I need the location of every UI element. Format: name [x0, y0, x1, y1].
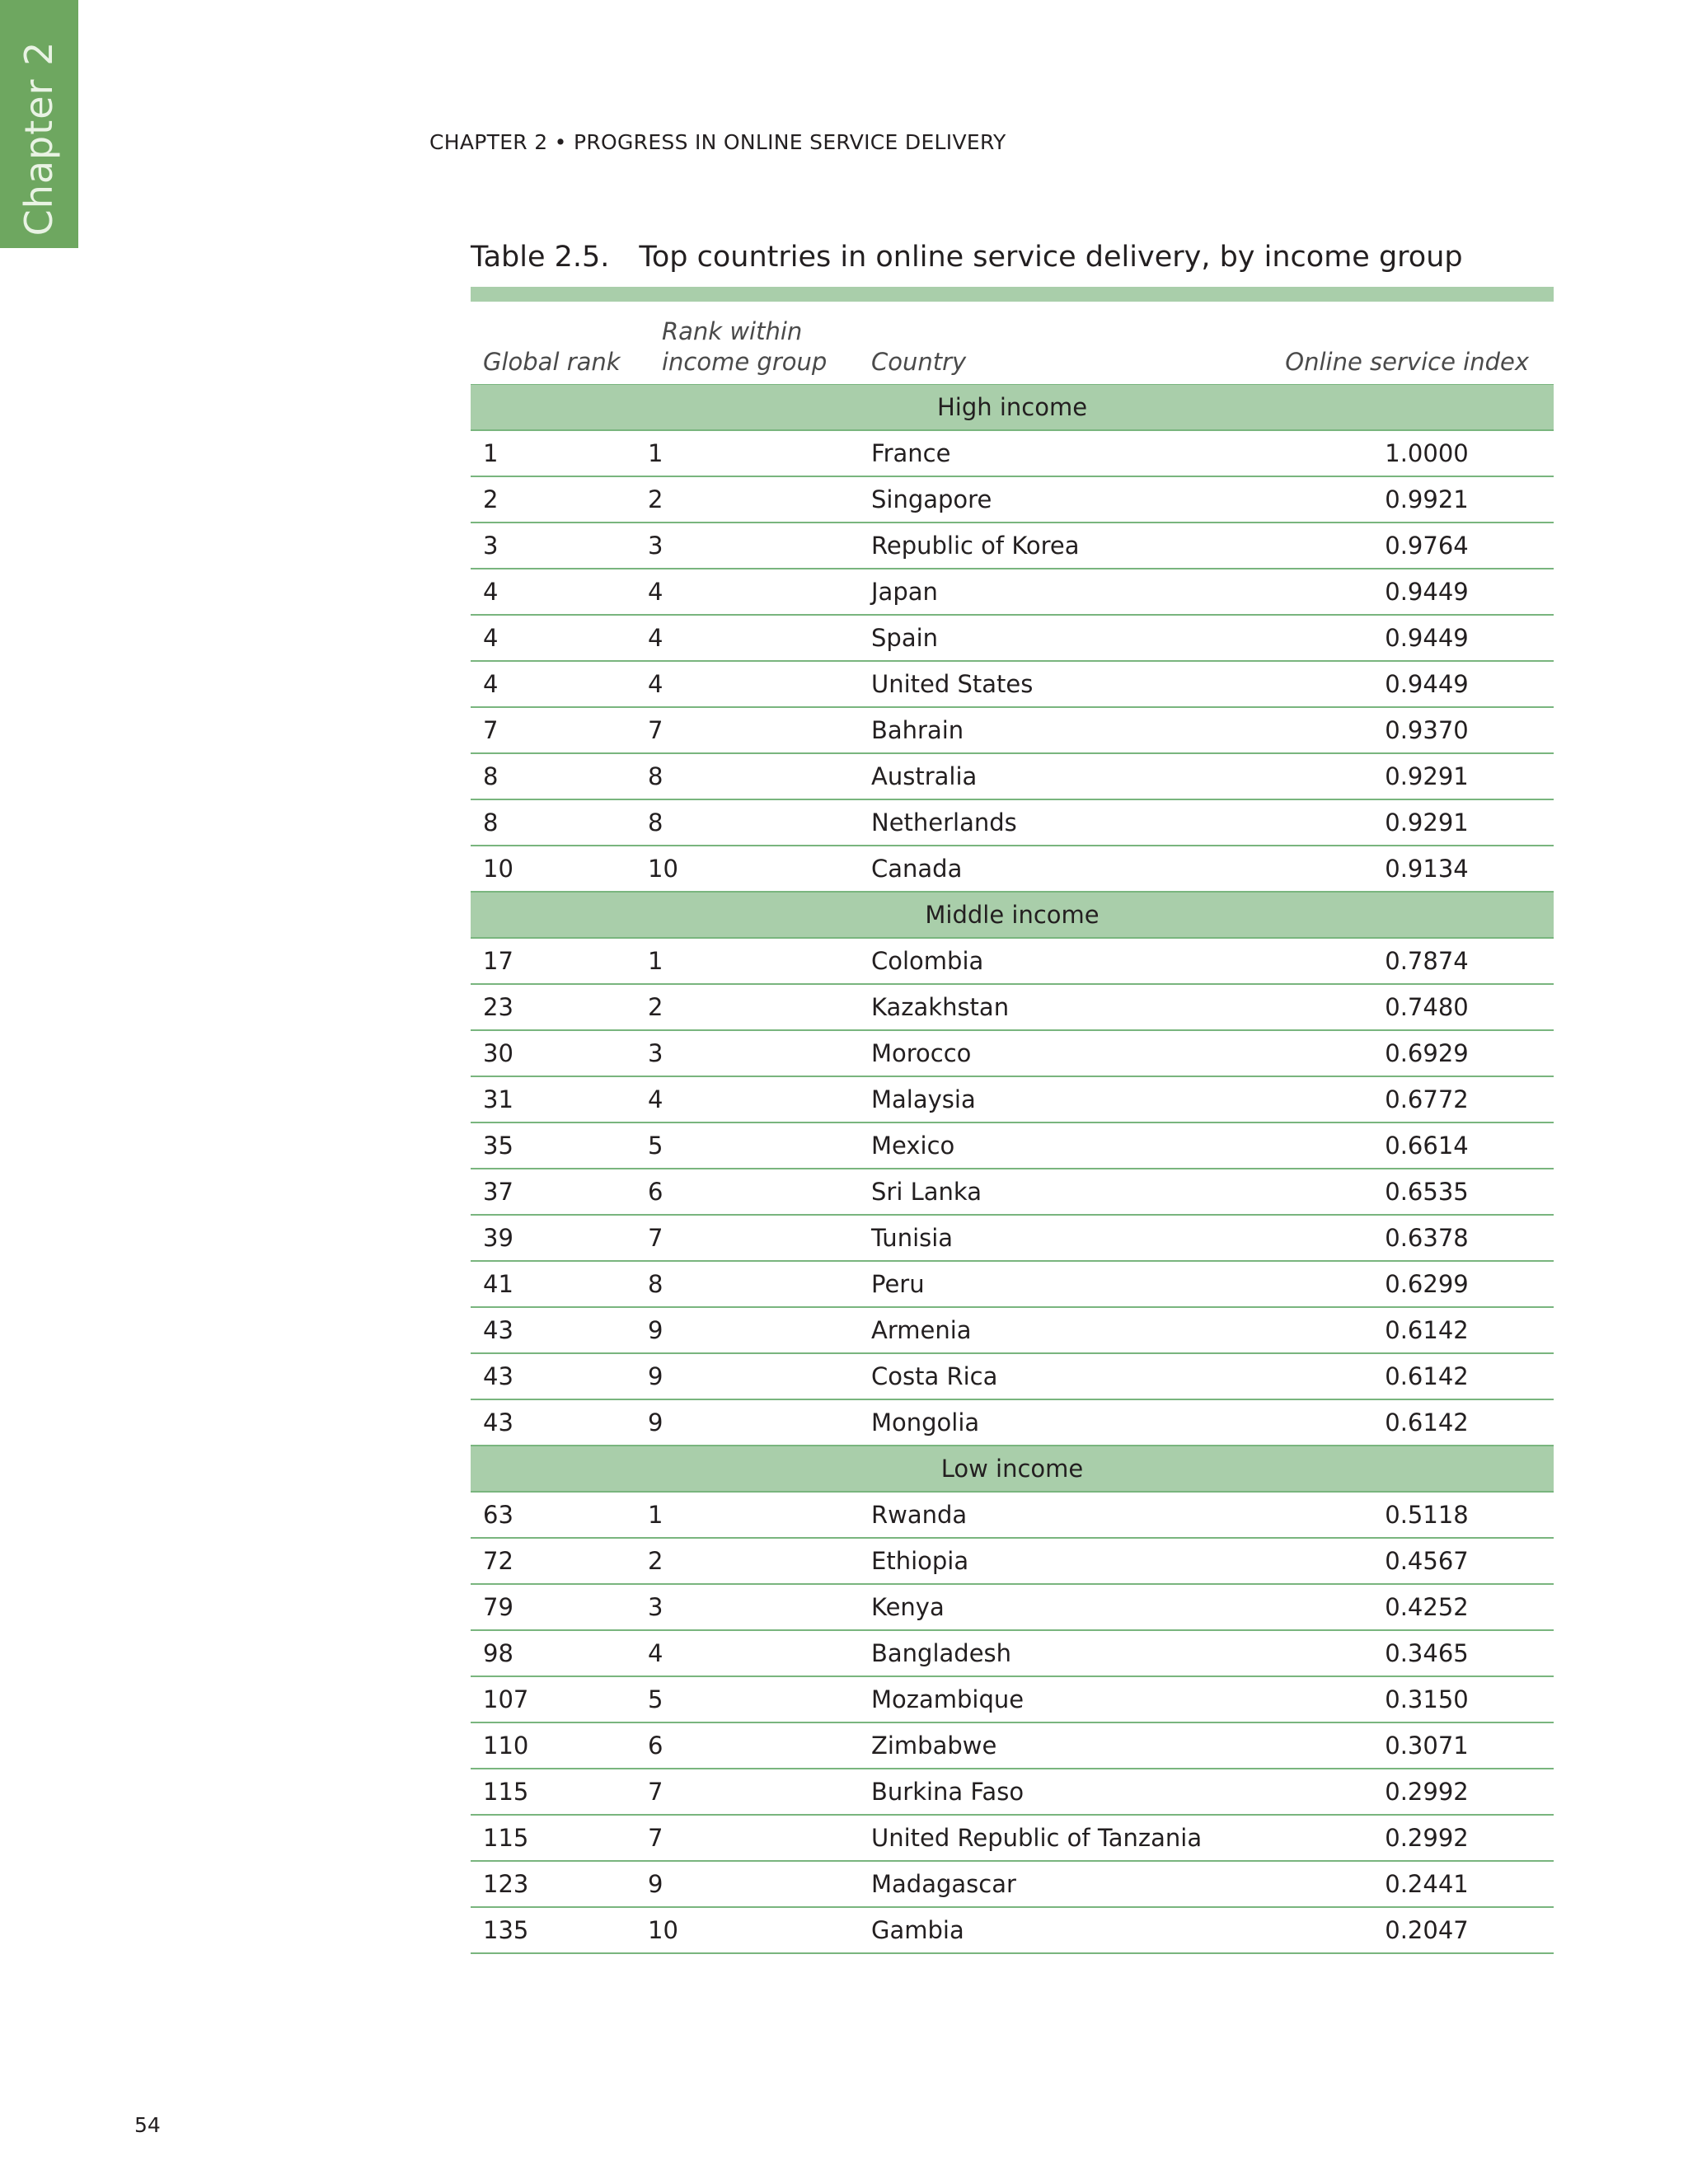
table-row: [471, 1169, 1554, 1216]
global-rank-cell: 110: [483, 1732, 529, 1760]
income-rank-cell: 9: [648, 1362, 663, 1390]
income-rank-cell: 3: [648, 532, 663, 560]
table-row: [471, 1816, 1554, 1862]
header-global-rank: Global rank: [483, 348, 621, 376]
country-cell: Costa Rica: [871, 1362, 998, 1390]
table-title: [471, 241, 1463, 274]
country-cell: Madagascar: [871, 1870, 1016, 1898]
country-cell: Gambia: [871, 1916, 964, 1944]
online-index-cell: 0.6535: [1385, 1178, 1469, 1206]
table-body: [471, 385, 1554, 1954]
global-rank-cell: 35: [483, 1132, 513, 1160]
global-rank-cell: 3: [483, 532, 499, 560]
income-rank-cell: 6: [648, 1732, 663, 1760]
global-rank-cell: 30: [483, 1039, 513, 1067]
income-rank-cell: 6: [648, 1178, 663, 1206]
country-cell: Colombia: [871, 947, 984, 975]
global-rank-cell: 115: [483, 1778, 529, 1806]
income-rank-cell: 1: [648, 439, 663, 467]
income-rank-cell: 10: [648, 855, 678, 883]
table-row: [471, 1216, 1554, 1262]
table-row: [471, 569, 1554, 616]
table-row: [471, 754, 1554, 800]
online-index-cell: 0.2441: [1385, 1870, 1469, 1898]
table-row: [471, 1493, 1554, 1539]
global-rank-cell: 107: [483, 1685, 529, 1713]
online-index-cell: 0.6772: [1385, 1085, 1469, 1113]
country-cell: Japan: [871, 578, 938, 606]
global-rank-cell: 79: [483, 1593, 513, 1621]
income-rank-cell: 3: [648, 1039, 663, 1067]
income-rank-cell: 8: [648, 762, 663, 790]
country-cell: Ethiopia: [871, 1547, 969, 1575]
global-rank-cell: 8: [483, 808, 499, 837]
country-cell: United States: [871, 670, 1034, 698]
country-cell: Republic of Korea: [871, 532, 1080, 560]
income-rank-cell: 4: [648, 1639, 663, 1667]
online-index-cell: 0.6299: [1385, 1270, 1469, 1298]
table-row: [471, 616, 1554, 662]
country-cell: Burkina Faso: [871, 1778, 1025, 1806]
income-rank-cell: 3: [648, 1593, 663, 1621]
country-cell: Morocco: [871, 1039, 972, 1067]
header-online-service-index: Online service index: [1285, 348, 1529, 376]
chapter-tab: [0, 0, 78, 248]
online-index-cell: 0.6614: [1385, 1132, 1469, 1160]
table-row: [471, 1723, 1554, 1769]
table-row: [471, 1262, 1554, 1308]
global-rank-cell: 7: [483, 716, 499, 744]
table-row: [471, 1031, 1554, 1077]
table-row: [471, 1631, 1554, 1677]
online-index-cell: 0.2992: [1385, 1824, 1469, 1852]
income-group-header: High income: [471, 385, 1554, 431]
table-row: [471, 1354, 1554, 1400]
income-rank-cell: 7: [648, 1824, 663, 1852]
online-index-cell: 0.9449: [1385, 624, 1469, 652]
country-cell: Bahrain: [871, 716, 964, 744]
income-rank-cell: 9: [648, 1316, 663, 1344]
online-index-cell: 0.9449: [1385, 578, 1469, 606]
country-cell: Tunisia: [871, 1224, 954, 1252]
income-rank-cell: 4: [648, 1085, 663, 1113]
income-rank-cell: 10: [648, 1916, 678, 1944]
global-rank-cell: 135: [483, 1916, 529, 1944]
table-row: [471, 1769, 1554, 1816]
global-rank-cell: 4: [483, 578, 499, 606]
country-cell: Mexico: [871, 1132, 955, 1160]
global-rank-cell: 41: [483, 1270, 513, 1298]
income-rank-cell: 1: [648, 947, 663, 975]
country-cell: Kenya: [871, 1593, 945, 1621]
online-index-cell: 0.3071: [1385, 1732, 1469, 1760]
table-title-text: Top countries in online service delivery, by income group: [639, 241, 1463, 274]
table-row: [471, 431, 1554, 477]
global-rank-cell: 43: [483, 1362, 513, 1390]
online-index-cell: 0.9134: [1385, 855, 1469, 883]
income-rank-cell: 9: [648, 1408, 663, 1436]
global-rank-cell: 123: [483, 1870, 529, 1898]
online-index-cell: 0.6378: [1385, 1224, 1469, 1252]
country-cell: Singapore: [871, 485, 992, 513]
country-cell: Kazakhstan: [871, 993, 1010, 1021]
global-rank-cell: 23: [483, 993, 513, 1021]
income-group-header: Low income: [471, 1446, 1554, 1493]
online-index-cell: 0.4567: [1385, 1547, 1469, 1575]
country-cell: Mongolia: [871, 1408, 980, 1436]
table-row: [471, 846, 1554, 893]
income-rank-cell: 5: [648, 1132, 663, 1160]
country-cell: France: [871, 439, 951, 467]
online-index-cell: 0.9921: [1385, 485, 1469, 513]
table-row: [471, 939, 1554, 985]
online-index-cell: 0.3465: [1385, 1639, 1469, 1667]
country-cell: United Republic of Tanzania: [871, 1824, 1203, 1852]
online-index-cell: 0.7480: [1385, 993, 1469, 1021]
table-row: [471, 708, 1554, 754]
online-index-cell: 0.2992: [1385, 1778, 1469, 1806]
table-row: [471, 1123, 1554, 1169]
page-number: 54: [134, 2113, 161, 2137]
running-head: CHAPTER 2 • PROGRESS IN ONLINE SERVICE DELIVERY: [429, 130, 1006, 154]
income-rank-cell: 9: [648, 1870, 663, 1898]
table-row: [471, 800, 1554, 846]
table-row: [471, 523, 1554, 569]
table-row: [471, 1539, 1554, 1585]
income-rank-cell: 2: [648, 993, 663, 1021]
global-rank-cell: 1: [483, 439, 499, 467]
country-cell: Malaysia: [871, 1085, 976, 1113]
online-index-cell: 0.9764: [1385, 532, 1469, 560]
country-cell: Australia: [871, 762, 978, 790]
header-country: Country: [871, 348, 967, 376]
income-rank-cell: 1: [648, 1501, 663, 1529]
table-row: [471, 1077, 1554, 1123]
income-group-header: Middle income: [471, 893, 1554, 939]
income-rank-cell: 7: [648, 1224, 663, 1252]
table-row: [471, 1908, 1554, 1954]
table-row: [471, 1400, 1554, 1446]
global-rank-cell: 115: [483, 1824, 529, 1852]
global-rank-cell: 31: [483, 1085, 513, 1113]
global-rank-cell: 43: [483, 1408, 513, 1436]
income-rank-cell: 4: [648, 624, 663, 652]
global-rank-cell: 4: [483, 670, 499, 698]
online-index-cell: 0.9370: [1385, 716, 1469, 744]
table-row: [471, 1308, 1554, 1354]
global-rank-cell: 63: [483, 1501, 513, 1529]
table-row: [471, 662, 1554, 708]
country-cell: Netherlands: [871, 808, 1017, 837]
online-index-cell: 0.9449: [1385, 670, 1469, 698]
chapter-tab-label: Chapter 2: [16, 40, 61, 237]
income-rank-cell: 4: [648, 670, 663, 698]
table-header: Global rank Rank within income group Country Online service index: [471, 302, 1554, 386]
online-index-cell: 0.5118: [1385, 1501, 1469, 1529]
table-row: [471, 1677, 1554, 1723]
table-number: Table 2.5.: [471, 241, 610, 274]
country-cell: Rwanda: [871, 1501, 968, 1529]
country-cell: Mozambique: [871, 1685, 1025, 1713]
income-rank-cell: 5: [648, 1685, 663, 1713]
global-rank-cell: 2: [483, 485, 499, 513]
country-cell: Canada: [871, 855, 963, 883]
country-cell: Peru: [871, 1270, 925, 1298]
income-rank-cell: 2: [648, 1547, 663, 1575]
global-rank-cell: 98: [483, 1639, 513, 1667]
online-index-cell: 0.6142: [1385, 1408, 1469, 1436]
table-row: [471, 1862, 1554, 1908]
online-index-cell: 0.6929: [1385, 1039, 1469, 1067]
income-rank-cell: 7: [648, 1778, 663, 1806]
table-row: [471, 477, 1554, 523]
table-row: [471, 1585, 1554, 1631]
table-row: [471, 985, 1554, 1031]
online-index-cell: 0.4252: [1385, 1593, 1469, 1621]
online-index-cell: 0.9291: [1385, 808, 1469, 837]
global-rank-cell: 39: [483, 1224, 513, 1252]
online-index-cell: 0.9291: [1385, 762, 1469, 790]
country-cell: Armenia: [871, 1316, 972, 1344]
income-rank-cell: 7: [648, 716, 663, 744]
global-rank-cell: 43: [483, 1316, 513, 1344]
global-rank-cell: 8: [483, 762, 499, 790]
online-index-cell: 0.3150: [1385, 1685, 1469, 1713]
online-index-cell: 1.0000: [1385, 439, 1469, 467]
online-index-cell: 0.6142: [1385, 1362, 1469, 1390]
income-rank-cell: 8: [648, 808, 663, 837]
country-cell: Bangladesh: [871, 1639, 1012, 1667]
table-top-rule: [471, 287, 1554, 302]
online-index-cell: 0.6142: [1385, 1316, 1469, 1344]
country-cell: Spain: [871, 624, 939, 652]
country-cell: Sri Lanka: [871, 1178, 982, 1206]
global-rank-cell: 4: [483, 624, 499, 652]
online-index-cell: 0.2047: [1385, 1916, 1469, 1944]
income-rank-cell: 8: [648, 1270, 663, 1298]
country-cell: Zimbabwe: [871, 1732, 997, 1760]
global-rank-cell: 37: [483, 1178, 513, 1206]
global-rank-cell: 72: [483, 1547, 513, 1575]
global-rank-cell: 10: [483, 855, 513, 883]
online-index-cell: 0.7874: [1385, 947, 1469, 975]
global-rank-cell: 17: [483, 947, 513, 975]
income-rank-cell: 2: [648, 485, 663, 513]
income-rank-cell: 4: [648, 578, 663, 606]
